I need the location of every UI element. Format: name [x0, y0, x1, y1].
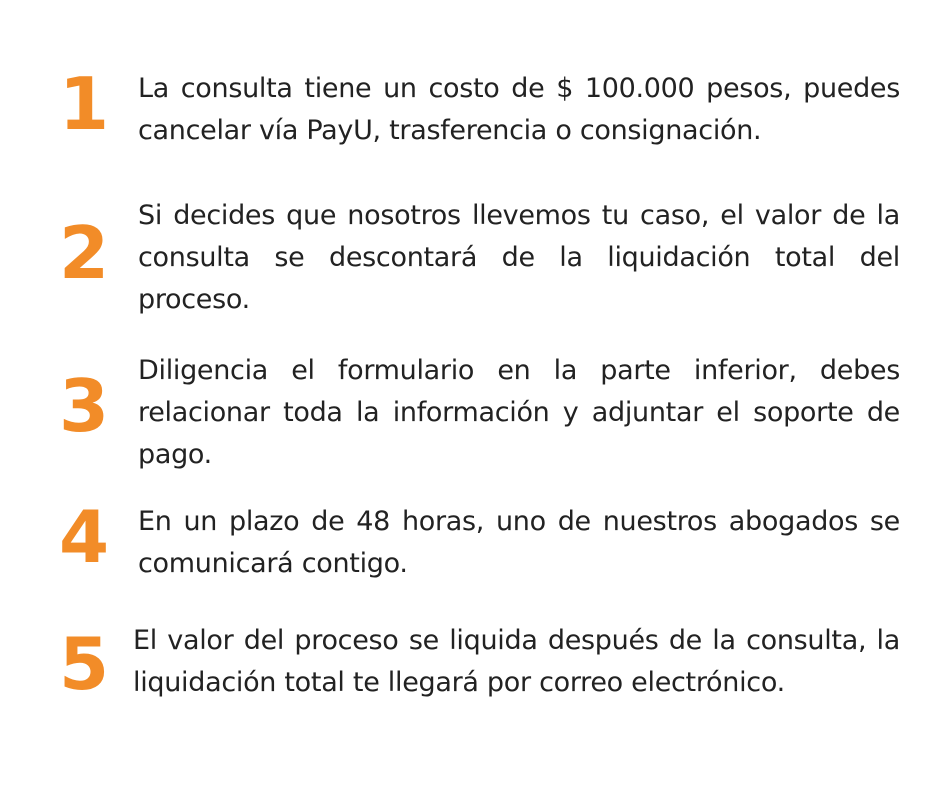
step-text: El valor del proceso se liquida después de la consulta, la liquidación total te llegará por correo electrónico.: [133, 625, 900, 698]
step-text: Diligencia el formulario en la parte inferior, debes relacionar toda la información y adjuntar el soporte de pago.: [138, 355, 900, 470]
step-text: Si decides que nosotros llevemos tu caso, el valor de la consulta se descontará de la liquidación total del proceso.: [138, 200, 900, 315]
step-text: La consulta tiene un costo de $ 100.000 pesos, puedes cancelar vía PayU, trasferencia o consignación.: [138, 73, 900, 146]
step-number: 2: [58, 211, 110, 295]
step-number: 1: [58, 62, 110, 146]
step-number: 4: [58, 495, 110, 579]
step-number: 5: [58, 622, 110, 706]
step-text: En un plazo de 48 horas, uno de nuestros abogados se comunicará contigo.: [138, 506, 900, 579]
step-number: 3: [58, 364, 110, 448]
